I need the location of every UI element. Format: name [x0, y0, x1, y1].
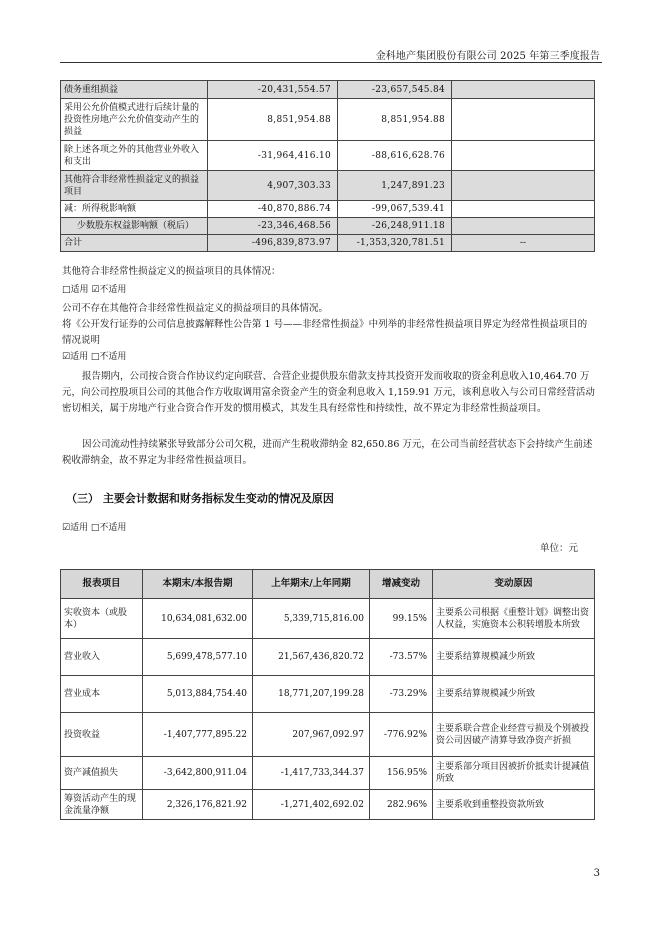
- non-recurring-items-table: [60, 80, 595, 252]
- change-value: 282.96%: [370, 790, 433, 820]
- prior-value: 18,771,207,199.28: [253, 676, 370, 713]
- applicability-check-3: ☑适用 □不适用: [62, 523, 127, 533]
- prior-value: -1,271,402,692.02: [253, 790, 370, 820]
- table-row: [61, 218, 595, 235]
- amount-ytd: 8,851,954.88: [338, 99, 452, 141]
- unit-label: 单位：元: [539, 543, 578, 554]
- change-value: 99.15%: [370, 599, 433, 639]
- header-prior: 上年期末/上年同期: [253, 570, 370, 599]
- table-row: [61, 757, 595, 790]
- row-label: 其他符合非经常性损益定义的损益项目: [61, 171, 208, 201]
- reclassification-note: 将《公开发行证券的公司信息披露解释性公告第 1 号——非经常性损益》中列举的非经常性损益项目界定为经常性损益项目的情况说明: [62, 319, 588, 346]
- table-row: [61, 713, 595, 757]
- amount-current: -23,346,468.56: [208, 218, 338, 235]
- note-cell: [452, 218, 595, 235]
- table-row: [61, 201, 595, 218]
- note-cell: --: [452, 235, 595, 252]
- row-label: 少数股东权益影响额（税后）: [61, 218, 208, 235]
- amount-current: -20,431,554.57: [208, 81, 338, 99]
- tax-penalty-paragraph: 因公司流动性持续紧张导致部分公司欠税，进而产生税收滞纳金 82,650.86 万元，在公司当前经营状态下会持续产生前述税收滞纳金，故不界定为非经常性损益项目。: [62, 439, 593, 466]
- item-label: 投资收益: [61, 713, 143, 757]
- change-reason: 主要系部分项目因被折价抵卖计提减值所致: [433, 757, 595, 790]
- table-row: [61, 676, 595, 713]
- row-label: 除上述各项之外的其他营业外收入和支出: [61, 141, 208, 171]
- table-row: [61, 235, 595, 252]
- page-number: 3: [593, 868, 600, 879]
- change-reason: 主要系结算规模减少所致: [433, 676, 595, 713]
- header-rule: [60, 62, 602, 63]
- header-current: 本期末/本报告期: [143, 570, 253, 599]
- table-row: [61, 171, 595, 201]
- prior-value: 207,967,092.97: [253, 713, 370, 757]
- table-row: [61, 99, 595, 141]
- table-header-row: [61, 570, 595, 599]
- header-item: 报表项目: [61, 570, 143, 599]
- current-value: -3,642,800,911.04: [143, 757, 253, 790]
- note-cell: [452, 201, 595, 218]
- change-reason: 主要系结算规模减少所致: [433, 639, 595, 676]
- amount-ytd: -1,353,320,781.51: [338, 235, 452, 252]
- row-label: 减：所得税影响额: [61, 201, 208, 218]
- item-label: 资产减值损失: [61, 757, 143, 790]
- current-value: 5,013,884,754.40: [143, 676, 253, 713]
- applicability-check-2: ☑适用 □不适用: [62, 352, 127, 362]
- financial-changes-table: [60, 569, 595, 820]
- prior-value: 21,567,436,820.72: [253, 639, 370, 676]
- amount-current: -40,870,886.74: [208, 201, 338, 218]
- table-row: [61, 599, 595, 639]
- amount-current: 8,851,954.88: [208, 99, 338, 141]
- no-other-items-note: 公司不存在其他符合非经常性损益定义的损益项目的具体情况。: [62, 303, 329, 314]
- current-value: 5,699,478,577.10: [143, 639, 253, 676]
- prior-value: -1,417,733,344.37: [253, 757, 370, 790]
- note-cell: [452, 99, 595, 141]
- amount-ytd: -26,248,911.18: [338, 218, 452, 235]
- change-reason: 主要系公司根据《重整计划》调整出资人权益，实施资本公积转增股本所致: [433, 599, 595, 639]
- item-label: 筹资活动产生的现金流量净额: [61, 790, 143, 820]
- current-value: -1,407,777,895.22: [143, 713, 253, 757]
- prior-value: 5,339,715,816.00: [253, 599, 370, 639]
- row-label: 采用公允价值模式进行后续计量的投资性房地产公允价值变动产生的损益: [61, 99, 208, 141]
- table-row: [61, 790, 595, 820]
- section-title: （三） 主要会计数据和财务指标发生变动的情况及原因: [66, 492, 334, 505]
- header-change: 增减变动: [370, 570, 433, 599]
- interest-income-paragraph: 报告期内，公司按合资合作协议约定向联营、合营企业提供股东借款支持其投资开发而收取的资金利息收入10,464.70 万元，向公司控股项目公司的其他合作方收取调用富余资金产生的资金利息收入 1,159.91 万元，该利息收入与公司日常经营活动密切相关，属于房地产行业合资合作开发的惯用模式，其发生具有经常性和持续性，故不界定为非经常性损益项目。: [62, 371, 595, 414]
- row-label: 债务重组损益: [61, 81, 208, 99]
- change-reason: 主要系收到重整投资款所致: [433, 790, 595, 820]
- change-reason: 主要系联合营企业经营亏损及个别被投资公司因破产清算导致净资产折损: [433, 713, 595, 757]
- change-value: -73.57%: [370, 639, 433, 676]
- item-label: 营业成本: [61, 676, 143, 713]
- item-label: 实收资本（或股本）: [61, 599, 143, 639]
- amount-current: -496,839,873.97: [208, 235, 338, 252]
- change-value: -73.29%: [370, 676, 433, 713]
- table-row: [61, 639, 595, 676]
- note-cell: [452, 141, 595, 171]
- report-header: 金科地产集团股份有限公司 2025 年第三季度报告: [375, 51, 600, 62]
- applicability-check-1: □适用 ☑不适用: [62, 285, 127, 295]
- note-cell: [452, 171, 595, 201]
- amount-ytd: -88,616,628.76: [338, 141, 452, 171]
- change-value: -776.92%: [370, 713, 433, 757]
- amount-current: -31,964,416.10: [208, 141, 338, 171]
- row-label: 合计: [61, 235, 208, 252]
- table-row: [61, 81, 595, 99]
- note-cell: [452, 81, 595, 99]
- other-items-title: 其他符合非经常性损益定义的损益项目的具体情况：: [62, 266, 281, 277]
- amount-current: 4,907,303.33: [208, 171, 338, 201]
- amount-ytd: -99,067,539.41: [338, 201, 452, 218]
- change-value: 156.95%: [370, 757, 433, 790]
- table-row: [61, 141, 595, 171]
- amount-ytd: -23,657,545.84: [338, 81, 452, 99]
- item-label: 营业收入: [61, 639, 143, 676]
- current-value: 2,326,176,821.92: [143, 790, 253, 820]
- current-value: 10,634,081,632.00: [143, 599, 253, 639]
- header-reason: 变动原因: [433, 570, 595, 599]
- amount-ytd: 1,247,891.23: [338, 171, 452, 201]
